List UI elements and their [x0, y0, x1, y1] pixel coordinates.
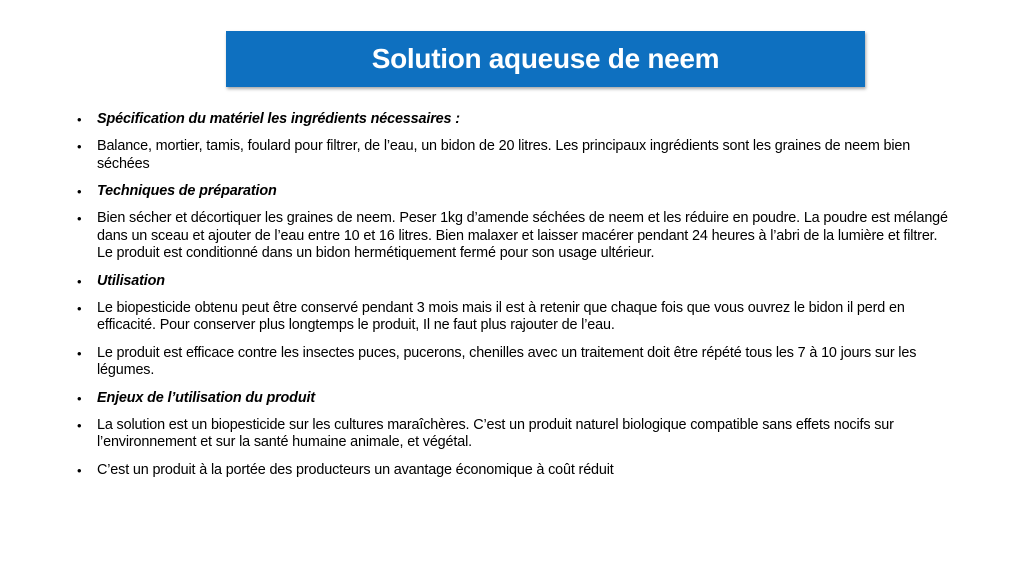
bullet-icon: •	[77, 184, 82, 200]
list-item	[76, 300, 956, 335]
bullet-list	[76, 111, 956, 489]
bullet-text: Bien sécher et décortiquer les graines de neem. Peser 1kg d’amende séchées de neem et les réduire en poudre. La poudre est mélangé dans un sceau et ajouter de l’eau entre 10 et 16 litres. Bien malaxer et laisser macérer pendant 24 heures à l’abri de la lumière et filtrer. Le produit est conditionné dans un bidon hermétiquement fermé pour son usage ultérieur.	[97, 210, 948, 262]
list-item	[76, 417, 956, 452]
bullet-text: Le biopesticide obtenu peut être conservé pendant 3 mois mais il est à retenir que chaque fois que vous ouvrez le bidon il perd en efficacité. Pour conserver plus longtemps le produit, Il ne faut plus rajouter de l’eau.	[97, 299, 905, 334]
list-item	[76, 462, 956, 480]
bullet-text: Techniques de préparation	[97, 183, 277, 200]
section-heading-techniques	[76, 183, 956, 201]
bullet-icon: •	[77, 300, 82, 316]
bullet-text: Utilisation	[97, 272, 165, 289]
list-item	[76, 138, 956, 173]
bullet-icon: •	[77, 417, 82, 433]
bullet-text: Spécification du matériel les ingrédients nécessaires :	[97, 111, 460, 127]
bullet-text: C’est un produit à la portée des producteurs un avantage économique à coût réduit	[97, 461, 614, 478]
section-heading-specification	[76, 111, 956, 129]
bullet-text: Enjeux de l’utilisation du produit	[97, 389, 315, 406]
bullet-icon: •	[77, 139, 82, 155]
list-item	[76, 210, 956, 263]
section-heading-utilisation	[76, 273, 956, 291]
title-banner	[226, 31, 865, 87]
list-item	[76, 345, 956, 380]
bullet-icon: •	[77, 390, 82, 406]
bullet-icon: •	[77, 345, 82, 361]
slide-title: Solution aqueuse de neem	[371, 43, 720, 74]
section-heading-enjeux	[76, 390, 956, 408]
bullet-icon: •	[77, 462, 82, 478]
bullet-icon: •	[77, 273, 82, 289]
bullet-text: Le produit est efficace contre les insectes puces, pucerons, chenilles avec un traitement doit être répété tous les 7 à 10 jours sur les légumes.	[97, 344, 917, 379]
bullet-icon: •	[77, 112, 82, 127]
bullet-text: Balance, mortier, tamis, foulard pour filtrer, de l’eau, un bidon de 20 litres. Les principaux ingrédients sont les graines de neem bien séchées	[97, 138, 911, 172]
bullet-text: La solution est un biopesticide sur les cultures maraîchères. C’est un produit naturel biologique compatible sans effets nocifs sur l’environnement et sur la santé humaine animale, et végétal.	[97, 416, 894, 451]
bullet-icon: •	[77, 211, 82, 227]
